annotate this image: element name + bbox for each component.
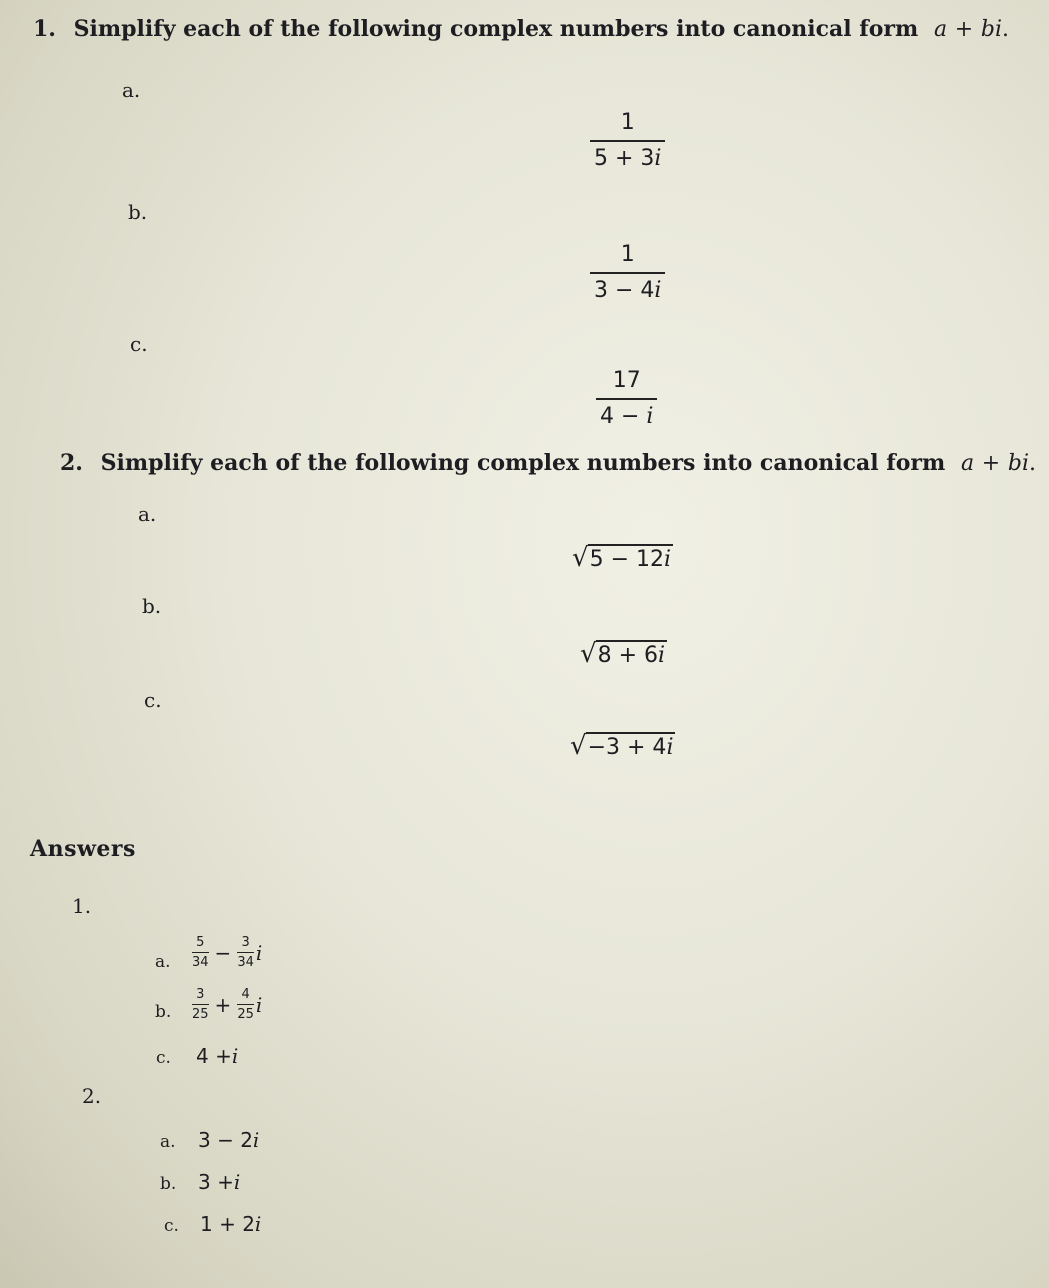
answers-q2-a-expression xyxy=(198,1128,259,1152)
answers-q2-b-label: b. xyxy=(160,1174,177,1194)
q1-item-b-fraction xyxy=(590,244,665,302)
answer-imaginary-unit: i xyxy=(233,1170,241,1194)
answer-imaginary-unit: i xyxy=(252,1128,260,1152)
q2-item-c-rad-text: −3 + 4 xyxy=(587,735,667,760)
question-1-form-a: a xyxy=(933,17,948,42)
answer-imaginary-unit: i xyxy=(254,1212,262,1236)
square-root-icon: √ xyxy=(572,543,589,573)
answer-numerator: 4 xyxy=(241,987,250,1002)
q1-item-c-label: c. xyxy=(130,332,148,356)
q2-item-c-rad-i: i xyxy=(666,735,674,760)
question-2-form-op: + xyxy=(981,451,1001,476)
answers-q1-b-expression xyxy=(190,988,262,1021)
answers-heading: Answers xyxy=(30,836,136,862)
q1-item-b-label: b. xyxy=(128,200,148,224)
answer-numerator: 5 xyxy=(196,935,205,950)
q2-item-a-rad-i: i xyxy=(664,547,672,572)
question-2-form-a: a xyxy=(960,451,975,476)
question-2-heading xyxy=(60,450,1036,476)
q1-item-a-den-text: 5 + 3 xyxy=(594,146,655,171)
q1-item-c-numerator: 17 xyxy=(612,368,641,393)
q1-item-c-denominator xyxy=(596,400,657,428)
answer-imaginary-unit: i xyxy=(231,1044,239,1068)
q2-item-c-radicand xyxy=(586,732,676,759)
question-1-form-b: bi xyxy=(980,17,1002,42)
answers-q1-b-label: b. xyxy=(155,1002,172,1022)
answer-imaginary-unit: i xyxy=(255,992,263,1017)
answer-operator: − xyxy=(214,940,232,965)
question-2-form-b: bi xyxy=(1007,451,1029,476)
q1-item-c-fraction xyxy=(596,370,657,428)
answer-fraction xyxy=(237,936,254,969)
answer-imaginary-unit: i xyxy=(255,940,263,965)
answer-denominator: 25 xyxy=(237,1007,254,1022)
q2-item-b-radical xyxy=(580,640,667,667)
q1-item-b-den-text: 3 − 4 xyxy=(594,278,655,303)
q2-item-b-label: b. xyxy=(142,594,162,618)
question-1-form-op: + xyxy=(954,17,974,42)
answer-denominator: 34 xyxy=(192,955,209,970)
answer-text: 3 + xyxy=(198,1170,234,1194)
question-2-form-end: . xyxy=(1028,451,1036,476)
q1-item-b-den-i: i xyxy=(654,278,662,303)
q1-item-a-den-i: i xyxy=(654,146,662,171)
answer-operator: + xyxy=(214,992,232,1017)
q2-item-c-radical xyxy=(570,732,675,759)
question-1-number: 1. xyxy=(33,16,56,42)
q2-item-b-rad-i: i xyxy=(658,643,666,668)
question-1-prompt: Simplify each of the following complex numbers into canonical form xyxy=(73,16,919,42)
answer-numerator: 3 xyxy=(241,935,250,950)
answers-q2-c-expression xyxy=(200,1212,261,1236)
answer-fraction xyxy=(237,988,254,1021)
q2-item-c-label: c. xyxy=(144,688,162,712)
answer-text: 1 + 2 xyxy=(200,1212,255,1236)
answer-fraction xyxy=(192,936,209,969)
answer-denominator: 34 xyxy=(237,955,254,970)
answer-denominator: 25 xyxy=(192,1007,209,1022)
answers-q2-c-label: c. xyxy=(164,1216,179,1236)
square-root-icon: √ xyxy=(570,731,587,761)
q2-item-b-rad-text: 8 + 6 xyxy=(597,643,658,668)
answer-numerator: 3 xyxy=(196,987,205,1002)
answer-text: 4 + xyxy=(196,1044,232,1068)
question-1-form-end: . xyxy=(1001,17,1009,42)
q2-item-b-radicand xyxy=(596,640,667,667)
q1-item-c-den-i: i xyxy=(646,404,654,429)
question-1-heading xyxy=(33,16,1009,42)
q1-item-c-den-text: 4 − xyxy=(600,404,647,429)
q2-item-a-radical xyxy=(572,544,673,571)
answers-q1-a-label: a. xyxy=(155,952,171,972)
square-root-icon: √ xyxy=(580,639,597,669)
q1-item-a-denominator xyxy=(590,142,665,170)
q2-item-a-label: a. xyxy=(138,502,157,526)
q2-item-a-radicand xyxy=(588,544,673,571)
q1-item-a-fraction xyxy=(590,112,665,170)
answers-q2-number: 2. xyxy=(82,1084,102,1108)
answers-q2-a-label: a. xyxy=(160,1132,176,1152)
question-2-number: 2. xyxy=(60,450,83,476)
q2-item-a-rad-text: 5 − 12 xyxy=(589,547,664,572)
question-2-prompt: Simplify each of the following complex numbers into canonical form xyxy=(100,450,946,476)
q1-item-b-denominator xyxy=(590,274,665,302)
answers-q2-b-expression xyxy=(198,1170,240,1194)
q1-item-a-label: a. xyxy=(122,78,141,102)
answers-q1-a-expression xyxy=(190,936,262,969)
answer-fraction xyxy=(192,988,209,1021)
answers-q1-number: 1. xyxy=(72,894,92,918)
answers-q1-c-expression xyxy=(196,1044,238,1068)
answer-text: 3 − 2 xyxy=(198,1128,253,1152)
q1-item-b-numerator: 1 xyxy=(620,242,635,267)
answers-q1-c-label: c. xyxy=(156,1048,171,1068)
q1-item-a-numerator: 1 xyxy=(620,110,635,135)
